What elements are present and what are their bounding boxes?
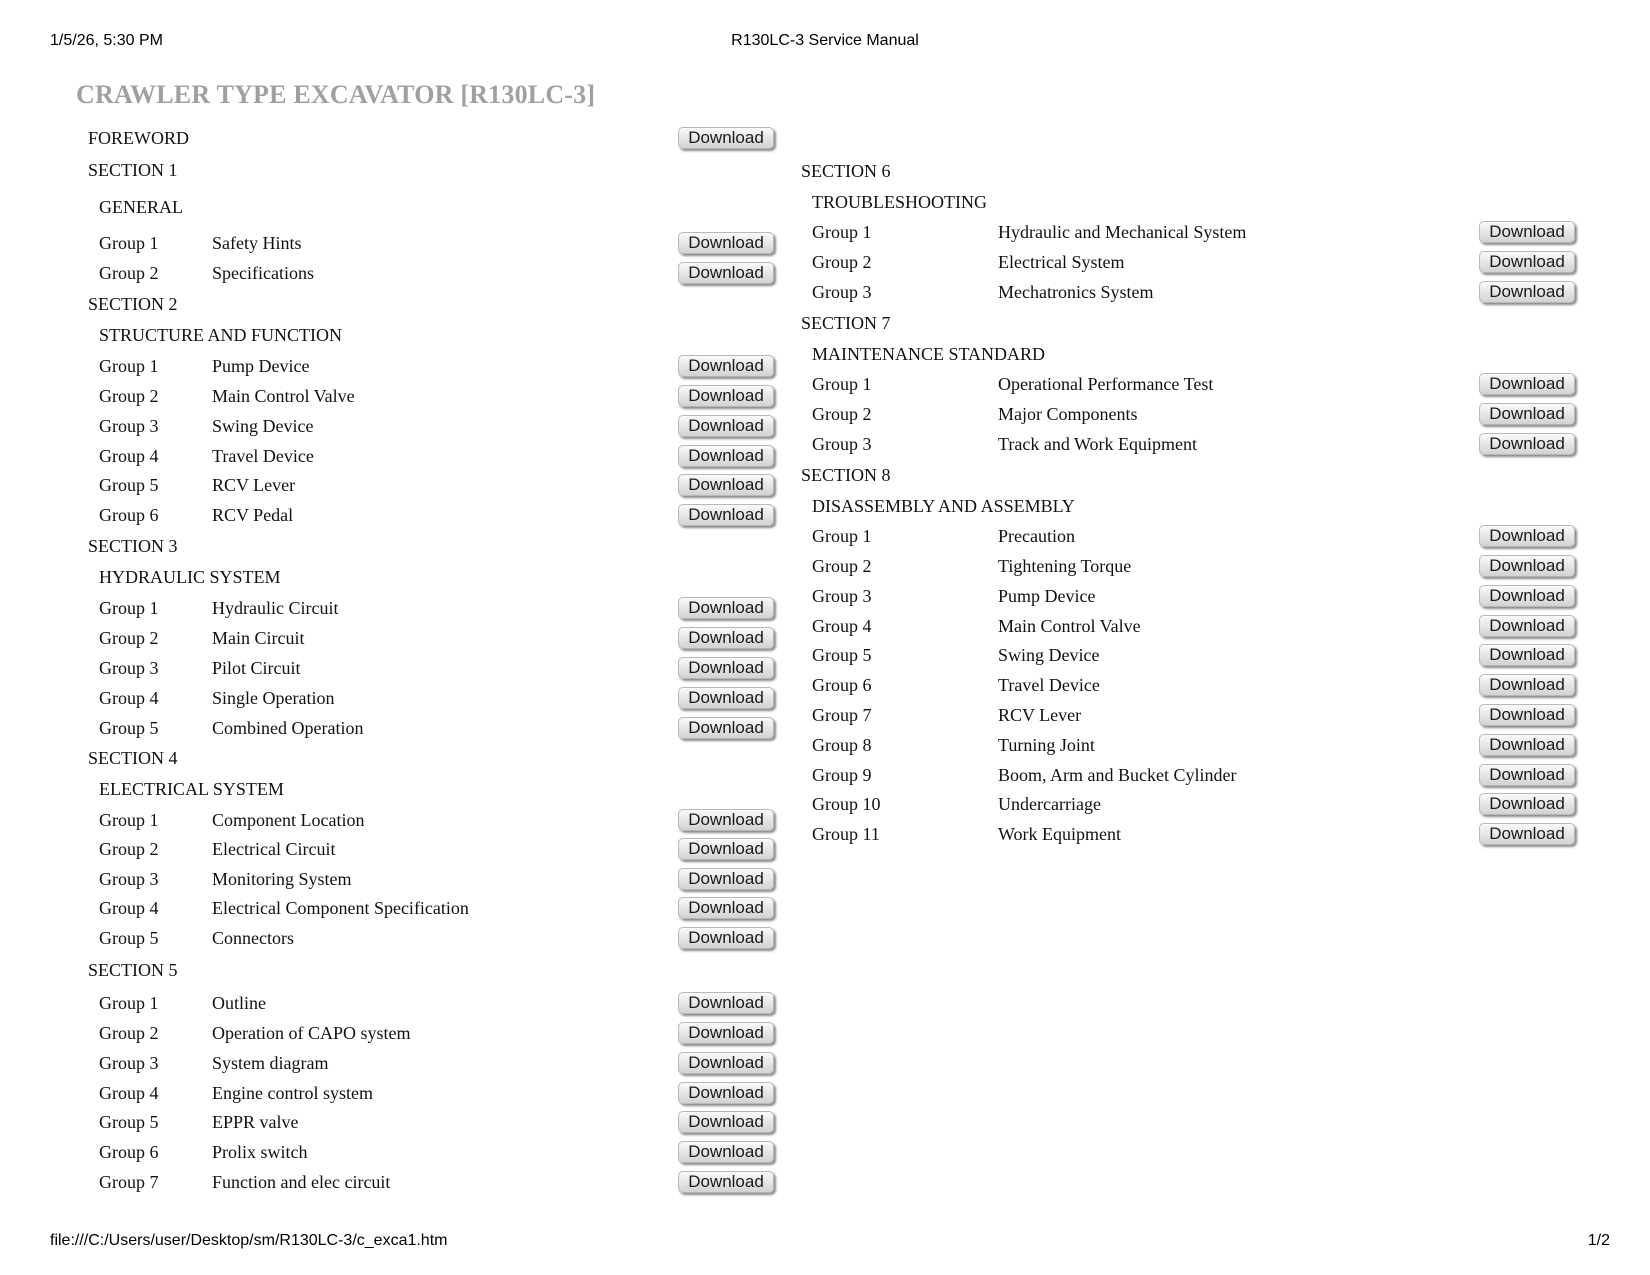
group-number: Group 1	[99, 598, 159, 618]
group-title: Main Control Valve	[998, 616, 1141, 636]
section-label-section-4: SECTION 4	[88, 748, 178, 768]
group-number: Group 3	[99, 416, 159, 436]
group-title: Prolix switch	[212, 1142, 308, 1162]
download-button[interactable]: Download	[678, 597, 774, 619]
group-number: Group 3	[812, 282, 872, 302]
group-title: Electrical Circuit	[212, 839, 336, 859]
download-button[interactable]: Download	[678, 415, 774, 437]
group-title: Tightening Torque	[998, 556, 1132, 576]
download-button[interactable]: Download	[1479, 704, 1575, 726]
group-number: Group 5	[99, 475, 159, 495]
group-title: Main Control Valve	[212, 386, 355, 406]
download-button[interactable]: Download	[678, 385, 774, 407]
download-button-foreword[interactable]: Download	[678, 127, 774, 149]
group-title: Precaution	[998, 526, 1075, 546]
group-number: Group 7	[99, 1172, 159, 1192]
group-number: Group 2	[99, 386, 159, 406]
print-page-title: R130LC-3 Service Manual	[731, 32, 919, 49]
group-title: Operation of CAPO system	[212, 1023, 411, 1043]
group-title: Pilot Circuit	[212, 658, 301, 678]
download-button[interactable]: Download	[678, 927, 774, 949]
download-button[interactable]: Download	[678, 262, 774, 284]
group-title: Specifications	[212, 263, 314, 283]
download-button[interactable]: Download	[678, 1141, 774, 1163]
section-subtitle-section-8: DISASSEMBLY AND ASSEMBLY	[812, 496, 1075, 516]
group-number: Group 2	[99, 839, 159, 859]
group-title: Electrical Component Specification	[212, 898, 469, 918]
group-title: System diagram	[212, 1053, 329, 1073]
download-button[interactable]: Download	[678, 838, 774, 860]
download-button[interactable]: Download	[678, 1082, 774, 1104]
download-button[interactable]: Download	[678, 1171, 774, 1193]
download-button[interactable]: Download	[1479, 674, 1575, 696]
download-button[interactable]: Download	[678, 687, 774, 709]
group-number: Group 4	[99, 688, 159, 708]
print-file-path: file:///C:/Users/user/Desktop/sm/R130LC-3/c_exca1.htm	[50, 1232, 448, 1249]
group-title: Pump Device	[998, 586, 1096, 606]
group-number: Group 4	[812, 616, 872, 636]
group-title: RCV Pedal	[212, 505, 294, 525]
group-number: Group 1	[812, 526, 872, 546]
group-number: Group 3	[812, 586, 872, 606]
download-button[interactable]: Download	[678, 657, 774, 679]
download-button[interactable]: Download	[1479, 525, 1575, 547]
group-title: EPPR valve	[212, 1112, 299, 1132]
download-button[interactable]: Download	[1479, 734, 1575, 756]
download-button[interactable]: Download	[678, 897, 774, 919]
download-button[interactable]: Download	[1479, 403, 1575, 425]
print-page-number: 1/2	[1587, 1232, 1610, 1249]
group-title: Combined Operation	[212, 718, 364, 738]
download-button[interactable]: Download	[1479, 373, 1575, 395]
group-number: Group 1	[99, 356, 159, 376]
download-button[interactable]: Download	[678, 1111, 774, 1133]
group-title: Boom, Arm and Bucket Cylinder	[998, 765, 1237, 785]
group-title: Monitoring System	[212, 869, 352, 889]
download-button[interactable]: Download	[678, 232, 774, 254]
group-title: Main Circuit	[212, 628, 305, 648]
group-title: RCV Lever	[212, 475, 296, 495]
group-title: Track and Work Equipment	[998, 434, 1198, 454]
group-number: Group 6	[99, 505, 159, 525]
foreword-label: FOREWORD	[88, 128, 190, 148]
download-button[interactable]: Download	[678, 992, 774, 1014]
group-number: Group 5	[99, 718, 159, 738]
group-title: Function and elec circuit	[212, 1172, 391, 1192]
group-title: Work Equipment	[998, 824, 1122, 844]
download-button[interactable]: Download	[1479, 644, 1575, 666]
section-label-section-6: SECTION 6	[801, 161, 891, 181]
section-label-section-5: SECTION 5	[88, 960, 178, 980]
section-subtitle-section-3: HYDRAULIC SYSTEM	[99, 567, 281, 587]
group-title: Pump Device	[212, 356, 310, 376]
group-title: Engine control system	[212, 1083, 373, 1103]
section-subtitle-section-7: MAINTENANCE STANDARD	[812, 344, 1046, 364]
group-number: Group 5	[99, 1112, 159, 1132]
group-number: Group 10	[812, 794, 881, 814]
group-title: Swing Device	[998, 645, 1100, 665]
group-title: Mechatronics System	[998, 282, 1154, 302]
section-subtitle-section-4: ELECTRICAL SYSTEM	[99, 779, 284, 799]
download-button[interactable]: Download	[1479, 793, 1575, 815]
section-subtitle-section-1: GENERAL	[99, 197, 183, 217]
download-button[interactable]: Download	[1479, 433, 1575, 455]
group-title: Component Location	[212, 810, 365, 830]
group-title: Outline	[212, 993, 266, 1013]
download-button[interactable]: Download	[1479, 823, 1575, 845]
group-title: Undercarriage	[998, 794, 1101, 814]
group-title: Connectors	[212, 928, 294, 948]
group-number: Group 5	[99, 928, 159, 948]
group-number: Group 1	[99, 233, 159, 253]
group-number: Group 7	[812, 705, 872, 725]
section-label-section-2: SECTION 2	[88, 294, 178, 314]
group-number: Group 11	[812, 824, 880, 844]
group-number: Group 2	[99, 1023, 159, 1043]
section-label-section-7: SECTION 7	[801, 313, 891, 333]
download-button[interactable]: Download	[678, 504, 774, 526]
download-button[interactable]: Download	[1479, 615, 1575, 637]
group-title: Travel Device	[212, 446, 314, 466]
group-number: Group 3	[99, 658, 159, 678]
section-subtitle-section-2: STRUCTURE AND FUNCTION	[99, 325, 343, 345]
group-title: Major Components	[998, 404, 1138, 424]
group-number: Group 2	[99, 263, 159, 283]
group-number: Group 3	[812, 434, 872, 454]
group-number: Group 3	[99, 869, 159, 889]
group-title: Electrical System	[998, 252, 1125, 272]
print-datetime: 1/5/26, 5:30 PM	[50, 32, 163, 49]
group-title: Safety Hints	[212, 233, 302, 253]
download-button[interactable]: Download	[1479, 251, 1575, 273]
group-number: Group 5	[812, 645, 872, 665]
download-button[interactable]: Download	[678, 1052, 774, 1074]
group-number: Group 4	[99, 1083, 159, 1103]
download-button[interactable]: Download	[1479, 221, 1575, 243]
group-title: Single Operation	[212, 688, 335, 708]
download-button[interactable]: Download	[1479, 764, 1575, 786]
group-title: Travel Device	[998, 675, 1100, 695]
group-number: Group 2	[812, 556, 872, 576]
download-button[interactable]: Download	[678, 445, 774, 467]
download-button[interactable]: Download	[678, 1022, 774, 1044]
document-title: CRAWLER TYPE EXCAVATOR [R130LC-3]	[76, 80, 596, 109]
group-number: Group 4	[99, 446, 159, 466]
download-button[interactable]: Download	[1479, 281, 1575, 303]
group-number: Group 6	[99, 1142, 159, 1162]
download-button[interactable]: Download	[678, 717, 774, 739]
group-number: Group 1	[99, 993, 159, 1013]
download-button[interactable]: Download	[678, 627, 774, 649]
group-number: Group 3	[99, 1053, 159, 1073]
group-number: Group 1	[812, 374, 872, 394]
group-number: Group 2	[812, 404, 872, 424]
download-button[interactable]: Download	[1479, 585, 1575, 607]
group-number: Group 8	[812, 735, 872, 755]
group-title: Operational Performance Test	[998, 374, 1214, 394]
download-button[interactable]: Download	[678, 809, 774, 831]
download-button[interactable]: Download	[678, 355, 774, 377]
group-number: Group 6	[812, 675, 872, 695]
download-button[interactable]: Download	[678, 868, 774, 890]
group-number: Group 1	[812, 222, 872, 242]
group-title: Hydraulic Circuit	[212, 598, 339, 618]
section-label-section-3: SECTION 3	[88, 536, 178, 556]
group-title: Hydraulic and Mechanical System	[998, 222, 1247, 242]
group-number: Group 1	[99, 810, 159, 830]
group-title: Turning Joint	[998, 735, 1095, 755]
group-number: Group 2	[99, 628, 159, 648]
group-title: Swing Device	[212, 416, 314, 436]
section-label-section-1: SECTION 1	[88, 160, 178, 180]
group-number: Group 2	[812, 252, 872, 272]
group-number: Group 9	[812, 765, 872, 785]
download-button[interactable]: Download	[1479, 555, 1575, 577]
section-label-section-8: SECTION 8	[801, 465, 891, 485]
group-title: RCV Lever	[998, 705, 1082, 725]
section-subtitle-section-6: TROUBLESHOOTING	[812, 192, 987, 212]
download-button[interactable]: Download	[678, 474, 774, 496]
group-number: Group 4	[99, 898, 159, 918]
